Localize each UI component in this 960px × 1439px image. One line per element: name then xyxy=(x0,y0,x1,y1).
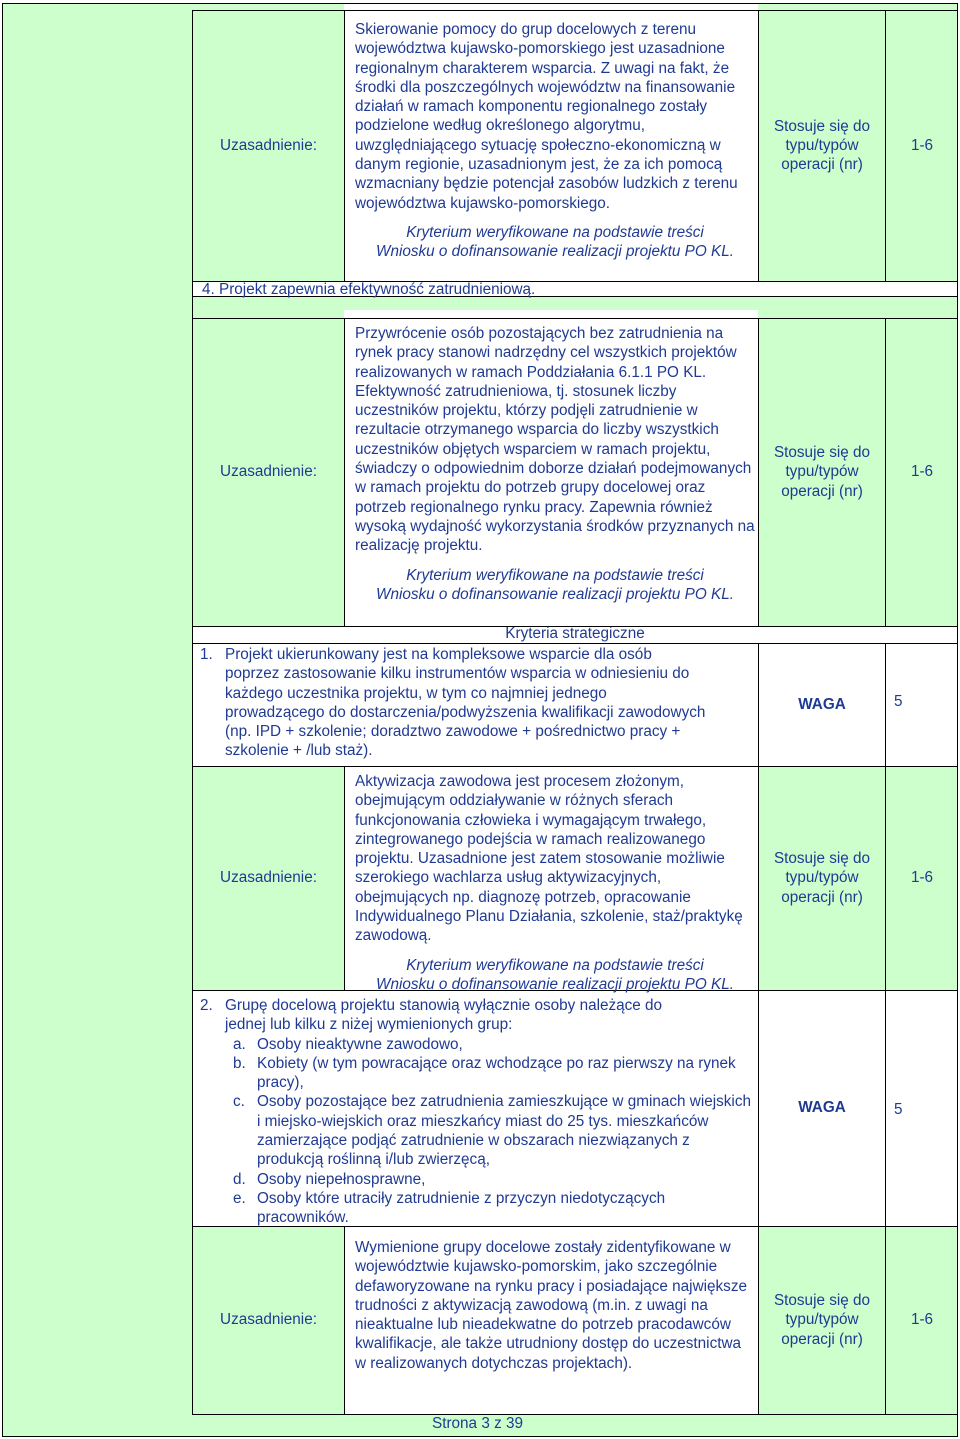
target-group-item xyxy=(225,1035,755,1054)
uzasadnienie-text xyxy=(355,1238,755,1373)
justification-body: Skierowanie pomocy do grup docelowych z terenu województwa kujawsko-pomorskiego jest uzasadnione regionalnym charakterem wsparcia. Z uwagi na fakt, że środki dla poszczególnych województw na finansowanie działań w ramach komponentu regionalnego zostały podzielone według określonego algorytmu, uwzględniającego sytuację społeczno-ekonomiczną w danym regionie, uzasadnionym jest, że za ich pomocą wzmacniany będzie potencjał zasobów ludzkich z terenu województwa kujawsko-pomorskiego. xyxy=(355,21,738,212)
left-margin-band xyxy=(2,3,192,1436)
operation-range: 1-6 xyxy=(910,136,934,154)
verification-line-2: Wniosku o dofinansowanie realizacji projektu PO KL. xyxy=(376,975,734,993)
weight-label: WAGA xyxy=(798,695,846,713)
target-group-list xyxy=(200,1035,755,1228)
operation-range: 1-6 xyxy=(910,869,934,887)
strategic-criterion-1 xyxy=(200,645,755,761)
uzasadnienie-text xyxy=(355,772,755,994)
criterion-line: szkolenie + /lub staż). xyxy=(225,742,373,760)
verification-line-2: Wniosku o dofinansowanie realizacji projektu PO KL. xyxy=(376,585,734,603)
target-group-item xyxy=(225,1189,755,1228)
item-text: Osoby pozostające bez zatrudnienia zamieszkujące w gminach wiejskich i miejsko-wiejskich oraz mieszkańcy miast do 25 tys. mieszkańców zamierzające podjąć zatrudnienie w obszarach niezwiązanych z produkcją roślinną i/lub zwierzęcą, xyxy=(257,1093,751,1169)
operation-type-cell: Stosuje się do typu/typów operacji (nr) xyxy=(773,850,871,906)
justification-body: Wymienione grupy docelowe zostały zidentyfikowane w województwie kujawsko-pomorskim, jako szczególnie defaworyzowane na rynku pracy i posiadające największe trudności z aktywizacją zawodową (m.in. z uwagi na nieaktualne lub nieadekwatne do potrzeb pracodawców kwalifikacje, ale także utrudniony dostęp do uczestnictwa w realizowanych dotychczas projektach). xyxy=(355,1239,747,1372)
item-letter: a. xyxy=(233,1035,246,1053)
criterion-number: 2. xyxy=(200,997,213,1014)
operation-range: 1-6 xyxy=(910,1311,934,1329)
criterion-line: poprzez zastosowanie kilku instrumentów wsparcia w odniesieniu do xyxy=(225,665,690,683)
operation-range: 1-6 xyxy=(910,463,934,481)
verification-line-1: Kryterium weryfikowane na podstawie treści xyxy=(406,566,704,584)
item-text: Kobiety (w tym powracające oraz wchodzące po raz pierwszy na rynek pracy), xyxy=(257,1054,736,1092)
justification-body: Aktywizacja zawodowa jest procesem złożonym, obejmującym oddziaływanie w różnych sferach funkcjonowania człowieka i wymagającym trwałego, zintegrowanego podejścia w ramach realizowanego projektu. Uzasadnione jest zatem stosowanie możliwie szerokiego wachlarza usług aktywizacyjnych, obejmujących np. diagnozę potrzeb, opracowanie Indywidualnego Planu Działania, szkolenie, staż/praktykę zawodową. xyxy=(355,773,743,945)
verification-note xyxy=(355,566,755,605)
item-letter: d. xyxy=(233,1170,246,1188)
uzasadnienie-label: Uzasadnienie: xyxy=(220,1311,317,1329)
criterion-line: prowadzącego do dostarczenia/podwyższenia kwalifikacji zawodowych xyxy=(225,703,706,721)
verification-line-2: Wniosku o dofinansowanie realizacji projektu PO KL. xyxy=(376,243,734,261)
uzasadnienie-text xyxy=(355,324,755,604)
strategic-criteria-header: Kryteria strategiczne xyxy=(505,625,645,642)
criterion-line: jednej lub kilku z niżej wymienionych grup: xyxy=(225,1016,513,1034)
verification-note xyxy=(355,223,755,262)
strategic-criterion-2 xyxy=(200,996,755,1228)
item-text: Osoby nieaktywne zawodowo, xyxy=(257,1035,463,1053)
operation-type-cell: Stosuje się do typu/typów operacji (nr) xyxy=(773,1292,871,1348)
justification-body: Przywrócenie osób pozostających bez zatrudnienia na rynek pracy stanowi nadrzędny cel wszystkich projektów realizowanych w ramach Poddziałania 6.1.1 PO KL. Efektywność zatrudnieniowa, tj. stosunek liczby uczestników projektu, którzy podjęli zatrudnienie w rezultacie otrzymanego wsparcia do liczby wszystkich uczestników objętych wsparciem w ramach projektu, świadczy o odpowiednim doborze działań podejmowanych w ramach projektu do potrzeb grupy docelowej oraz potrzeb regionalnego rynku pracy. Zapewnia również wysoką wydajność wykorzystania środków przyznanych na realizację projektu. xyxy=(355,325,755,555)
item-text: Osoby niepełnosprawne, xyxy=(257,1170,426,1188)
weight-label: WAGA xyxy=(798,1099,846,1117)
target-group-item xyxy=(225,1092,755,1169)
criterion-line: (np. IPD + szkolenie; doradztwo zawodowe + pośrednictwo pracy + xyxy=(225,723,681,741)
weight-value: 5 xyxy=(894,1101,903,1118)
uzasadnienie-label: Uzasadnienie: xyxy=(220,136,317,154)
uzasadnienie-text xyxy=(355,20,755,262)
target-group-item xyxy=(225,1170,755,1189)
criterion-4-title: 4. Projekt zapewnia efektywność zatrudnieniową. xyxy=(202,281,536,298)
criterion-line: każdego uczestnika projektu, w tym co najmniej jednego xyxy=(225,684,607,702)
operation-type-cell: Stosuje się do typu/typów operacji (nr) xyxy=(773,444,871,500)
target-group-item xyxy=(225,1054,755,1093)
item-letter: b. xyxy=(233,1054,246,1072)
operation-type-cell: Stosuje się do typu/typów operacji (nr) xyxy=(773,117,871,174)
weight-value: 5 xyxy=(894,693,903,710)
item-letter: e. xyxy=(233,1189,246,1207)
verification-line-1: Kryterium weryfikowane na podstawie treści xyxy=(406,956,704,974)
criterion-number: 1. xyxy=(200,646,213,663)
criterion-line: Projekt ukierunkowany jest na kompleksowe wsparcie dla osób xyxy=(225,646,652,663)
verification-line-1: Kryterium weryfikowane na podstawie treści xyxy=(406,223,704,241)
item-text: Osoby które utraciły zatrudnienie z przyczyn niedotyczących pracowników. xyxy=(257,1189,666,1227)
criterion-line: Grupę docelową projektu stanowią wyłącznie osoby należące do xyxy=(225,997,663,1014)
item-letter: c. xyxy=(233,1093,245,1111)
page-number: Strona 3 z 39 xyxy=(432,1415,523,1432)
verification-note xyxy=(355,956,755,995)
uzasadnienie-label: Uzasadnienie: xyxy=(220,463,317,481)
uzasadnienie-label: Uzasadnienie: xyxy=(220,869,317,887)
